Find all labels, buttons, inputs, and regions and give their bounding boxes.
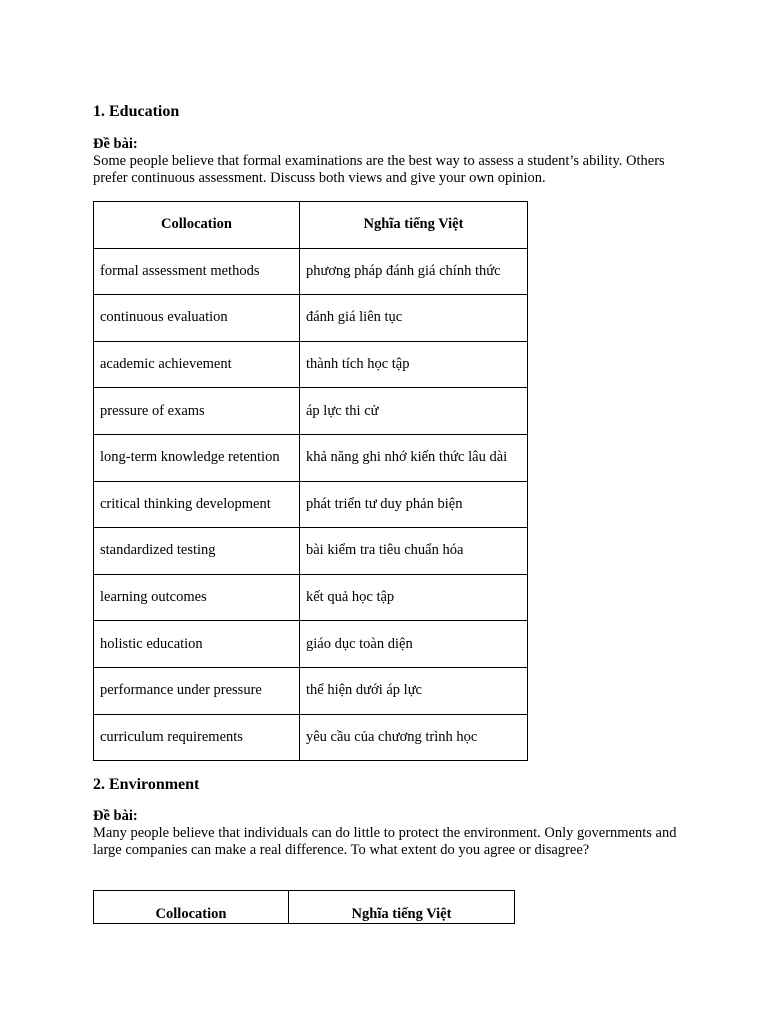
prompt-label: Đề bài: (93, 808, 138, 824)
meaning-cell: phương pháp đánh giá chính thức (300, 248, 528, 295)
meaning-cell: yêu cầu của chương trình học (300, 714, 528, 761)
table-row (94, 481, 528, 528)
table-row (94, 667, 528, 714)
collocation-cell: long-term knowledge retention (94, 434, 300, 481)
table-row (94, 528, 528, 575)
table-header-row (94, 202, 528, 249)
table-row (94, 434, 528, 481)
collocation-table (93, 201, 528, 761)
collocation-cell: holistic education (94, 621, 300, 668)
column-header-collocation: Collocation (94, 891, 289, 924)
collocation-cell: learning outcomes (94, 574, 300, 621)
meaning-cell: thành tích học tập (300, 341, 528, 388)
collocation-cell: standardized testing (94, 528, 300, 575)
collocation-cell: continuous evaluation (94, 295, 300, 342)
table-row (94, 295, 528, 342)
collocation-cell: academic achievement (94, 341, 300, 388)
section-title-education: 1. Education (93, 103, 180, 120)
prompt-text: Many people believe that individuals can do little to protect the environment. Only governments and large companies can make a real difference. To what extent do you agree or disagree? (93, 825, 677, 858)
meaning-cell: kết quả học tập (300, 574, 528, 621)
table-row (94, 388, 528, 435)
table-row (94, 714, 528, 761)
prompt-text: Some people believe that formal examinations are the best way to assess a student’s ability. Others prefer continuous assessment. Discuss both views and give your own opinion. (93, 153, 665, 186)
meaning-cell: giáo dục toàn diện (300, 621, 528, 668)
collocation-cell: pressure of exams (94, 388, 300, 435)
collocation-table (93, 890, 515, 924)
meaning-cell: thể hiện dưới áp lực (300, 667, 528, 714)
column-header-meaning: Nghĩa tiếng Việt (289, 891, 515, 924)
section-title-environment: 2. Environment (93, 776, 200, 793)
meaning-cell: áp lực thi cử (300, 388, 528, 435)
meaning-cell: đánh giá liên tục (300, 295, 528, 342)
collocation-cell: performance under pressure (94, 667, 300, 714)
collocation-cell: formal assessment methods (94, 248, 300, 295)
column-header-collocation: Collocation (94, 202, 300, 249)
meaning-cell: bài kiểm tra tiêu chuẩn hóa (300, 528, 528, 575)
table-row (94, 341, 528, 388)
column-header-meaning: Nghĩa tiếng Việt (300, 202, 528, 249)
table-row (94, 574, 528, 621)
collocation-cell: critical thinking development (94, 481, 300, 528)
meaning-cell: khả năng ghi nhớ kiến thức lâu dài (300, 434, 528, 481)
table-row (94, 621, 528, 668)
prompt-label: Đề bài: (93, 136, 138, 152)
collocation-cell: curriculum requirements (94, 714, 300, 761)
meaning-cell: phát triển tư duy phản biện (300, 481, 528, 528)
table-header-row (94, 891, 515, 924)
table-row (94, 248, 528, 295)
